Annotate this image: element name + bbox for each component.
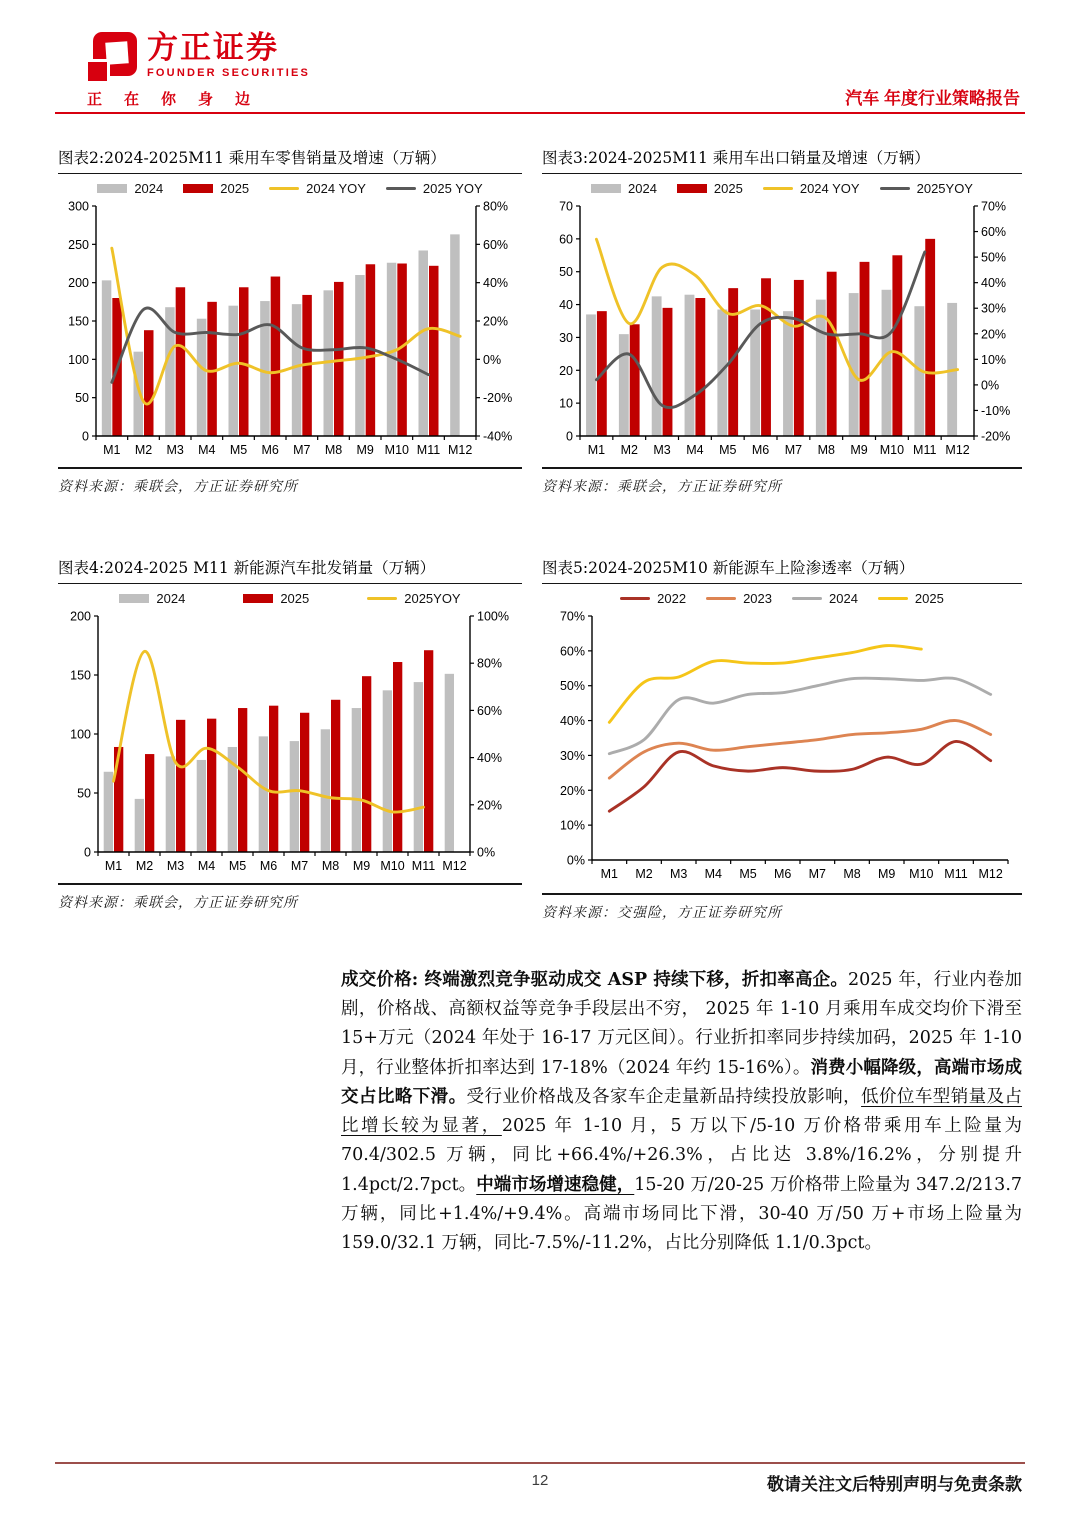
svg-text:M8: M8 (324, 443, 343, 457)
figure-title: 图表4:2024-2025 M11 新能源汽车批发销量（万辆） (58, 556, 522, 584)
svg-text:10%: 10% (981, 352, 1007, 367)
legend-label: 2024 (134, 181, 164, 196)
svg-text:10: 10 (559, 396, 573, 411)
legend-label: 2022 (657, 591, 687, 606)
legend-label: 2025 (280, 591, 310, 606)
figure-source: 资料来源：乘联会，方正证券研究所 (58, 895, 298, 911)
svg-text:M5: M5 (228, 859, 247, 873)
bar-swatch-icon (591, 184, 621, 193)
line-swatch-icon (269, 187, 299, 190)
legend-item (386, 181, 483, 196)
legend-label: 2025 (713, 181, 743, 196)
figure-title: 图表5:2024-2025M10 新能源车上险渗透率（万辆） (542, 556, 1022, 584)
figure-legend (542, 591, 1022, 606)
svg-text:0: 0 (566, 429, 573, 444)
svg-text:M12: M12 (442, 859, 467, 873)
svg-text:M7: M7 (808, 867, 827, 881)
figure-5-block (542, 556, 1022, 922)
svg-text:M10: M10 (380, 859, 405, 873)
legend-label: 2024 (156, 591, 186, 606)
figure-source: 资料来源：乘联会，方正证券研究所 (58, 479, 298, 495)
svg-text:M3: M3 (653, 443, 671, 457)
legend-item (243, 591, 309, 606)
svg-text:20%: 20% (483, 314, 509, 329)
logo-name-en: FOUNDER SECURITIES (147, 67, 311, 79)
svg-text:M9: M9 (850, 443, 868, 457)
svg-text:30: 30 (559, 330, 573, 345)
svg-text:M2: M2 (135, 859, 154, 873)
svg-text:60%: 60% (981, 225, 1007, 240)
svg-text:-20%: -20% (483, 391, 513, 406)
line-swatch-icon (792, 597, 822, 600)
svg-text:10%: 10% (559, 818, 585, 833)
svg-text:M9: M9 (877, 867, 896, 881)
bar-swatch-icon (243, 594, 273, 603)
svg-text:50: 50 (559, 265, 573, 280)
svg-text:M8: M8 (843, 867, 861, 881)
legend-item (183, 181, 249, 196)
svg-text:60%: 60% (483, 237, 509, 252)
svg-text:0%: 0% (981, 378, 1000, 393)
svg-text:20%: 20% (477, 798, 503, 813)
figure-4-block (58, 556, 522, 912)
svg-text:100: 100 (70, 727, 91, 742)
svg-text:60%: 60% (477, 703, 503, 718)
svg-text:M2: M2 (635, 867, 653, 881)
svg-text:M10: M10 (909, 867, 934, 881)
bar-swatch-icon (677, 184, 707, 193)
svg-text:60%: 60% (559, 644, 585, 659)
legend-label: 2025 (914, 591, 944, 606)
header-divider (55, 112, 1025, 114)
svg-text:100%: 100% (477, 609, 509, 624)
legend-item (97, 181, 163, 196)
svg-text:M10: M10 (384, 443, 409, 457)
legend-label: 2024 YOY (306, 181, 366, 196)
svg-text:M2: M2 (620, 443, 638, 457)
svg-text:M3: M3 (166, 859, 185, 873)
svg-text:M4: M4 (198, 443, 216, 457)
svg-text:0%: 0% (483, 352, 502, 367)
svg-text:50: 50 (75, 391, 89, 406)
body-paragraph (341, 966, 1022, 1258)
legend-item (367, 591, 460, 606)
svg-text:M11: M11 (411, 859, 436, 873)
line-swatch-icon (620, 597, 650, 600)
svg-text:M7: M7 (290, 859, 309, 873)
body-text-segment: 成交价格: 终端激烈竞争驱动成交 ASP 持续下移，折扣率高企。 (341, 970, 849, 990)
svg-text:M9: M9 (352, 859, 371, 873)
svg-text:M5: M5 (229, 443, 248, 457)
svg-text:20%: 20% (981, 327, 1007, 342)
bar-swatch-icon (97, 184, 127, 193)
svg-text:-20%: -20% (981, 429, 1011, 444)
svg-text:M8: M8 (817, 443, 835, 457)
svg-text:M4: M4 (197, 859, 216, 873)
svg-text:M6: M6 (261, 443, 279, 457)
svg-text:M6: M6 (259, 859, 278, 873)
svg-text:0%: 0% (566, 853, 585, 868)
figure-source: 资料来源：乘联会，方正证券研究所 (542, 479, 782, 495)
figure-title: 图表2:2024-2025M11 乘用车零售销量及增速（万辆） (58, 146, 522, 174)
legend-item (880, 181, 973, 196)
line-swatch-icon (880, 187, 910, 190)
bar-swatch-icon (119, 594, 149, 603)
svg-text:M7: M7 (293, 443, 311, 457)
svg-text:30%: 30% (981, 301, 1007, 316)
footer-divider (55, 1462, 1025, 1464)
body-text-segment: 低价位车型销量及占比增长较为显著， (341, 1086, 1023, 1137)
page-number: 12 (531, 1472, 549, 1489)
figure-title: 图表3:2024-2025M11 乘用车出口销量及增速（万辆） (542, 146, 1022, 174)
svg-text:40%: 40% (981, 276, 1007, 291)
legend-item (706, 591, 772, 606)
svg-text:M7: M7 (784, 443, 803, 457)
svg-text:50%: 50% (559, 679, 585, 694)
svg-text:-40%: -40% (483, 429, 513, 444)
svg-text:70%: 70% (981, 199, 1007, 214)
chart-canvas (58, 608, 522, 876)
svg-text:50%: 50% (981, 250, 1007, 265)
footer-disclaimer: 敬请关注文后特别声明与免责条款 (767, 1475, 1022, 1494)
svg-text:-10%: -10% (981, 403, 1011, 418)
body-text-segment: 2025 年，行业内卷加剧，价格战、高额权益等竞争手段层出不穷， 2025 年 1-10 月乘用车成交均价下滑至 15+万元（2024 年处于 16-17 万元区间）。行业折扣率同步持续加码，2025 年 1-10 月，行业整体折扣率达到 17-18%（2024 年约 15-16%）。 (341, 970, 1022, 1078)
figure-legend (58, 591, 522, 606)
svg-text:20: 20 (559, 363, 573, 378)
svg-text:M2: M2 (134, 443, 153, 457)
line-swatch-icon (763, 187, 793, 190)
svg-text:M8: M8 (321, 859, 340, 873)
body-text-segment: 中端市场增速稳健， (476, 1174, 635, 1195)
svg-text:100: 100 (68, 352, 89, 367)
svg-text:M5: M5 (719, 443, 737, 457)
legend-label: 2023 (743, 591, 772, 606)
svg-text:M1: M1 (600, 867, 619, 881)
svg-text:40%: 40% (483, 276, 509, 291)
svg-text:M4: M4 (686, 443, 704, 457)
logo-name-cn: 方正证券 (147, 30, 279, 65)
legend-item (878, 591, 944, 606)
svg-text:M3: M3 (669, 867, 688, 881)
body-text-segment: 受行业价格战及各家车企走量新品持续投放影响， (466, 1086, 862, 1107)
legend-item (677, 181, 743, 196)
svg-text:M1: M1 (104, 859, 123, 873)
figure-source: 资料来源：交强险，方正证券研究所 (542, 905, 782, 921)
svg-text:150: 150 (68, 314, 89, 329)
bar-swatch-icon (183, 184, 213, 193)
chart-canvas (542, 608, 1022, 886)
svg-text:80%: 80% (477, 656, 503, 671)
svg-text:M6: M6 (751, 443, 770, 457)
svg-text:M11: M11 (913, 443, 937, 457)
legend-item (792, 591, 858, 606)
svg-text:M1: M1 (103, 443, 121, 457)
svg-text:M3: M3 (166, 443, 184, 457)
svg-text:30%: 30% (559, 748, 585, 763)
svg-text:M12: M12 (945, 443, 970, 457)
body-text-segment: 15-20 万/20-25 万价格带上险量为 347.2/213.7 万辆，同比+1.4%/+9.4%。高端市场同比下滑，30-40 万/50 万+市场上险量为 159.0/32.1 万辆，同比-7.5%/-11.2%，占比分别降低 1.1/0.3pct。 (341, 1174, 1023, 1253)
svg-text:40%: 40% (477, 751, 503, 766)
legend-label: 2024 (628, 181, 657, 196)
line-swatch-icon (706, 597, 736, 600)
figure-3-block (542, 146, 1022, 496)
legend-item (620, 591, 686, 606)
svg-text:200: 200 (68, 276, 89, 291)
legend-item (591, 181, 657, 196)
svg-text:0: 0 (82, 429, 89, 444)
legend-item (763, 181, 860, 196)
body-text-segment: 消费小幅降级，高端市场成交占比略下滑。 (341, 1057, 1022, 1107)
legend-item (269, 181, 366, 196)
svg-text:70: 70 (559, 199, 573, 214)
svg-text:60: 60 (559, 232, 573, 247)
legend-label: 2025YOY (916, 181, 973, 196)
logo-cube-icon (85, 32, 137, 84)
svg-text:M12: M12 (448, 443, 473, 457)
svg-text:M12: M12 (978, 867, 1003, 881)
svg-text:M11: M11 (944, 867, 968, 881)
svg-text:M10: M10 (879, 443, 905, 457)
legend-label: 2024 (829, 591, 858, 606)
line-swatch-icon (386, 187, 416, 190)
svg-text:M11: M11 (416, 443, 441, 457)
svg-text:50: 50 (77, 786, 91, 801)
logo-tagline: 正在你身边 (87, 91, 273, 108)
svg-text:M1: M1 (587, 443, 606, 457)
figure-legend (58, 181, 522, 196)
svg-text:M4: M4 (704, 867, 723, 881)
line-swatch-icon (367, 597, 397, 600)
svg-text:0: 0 (84, 845, 91, 860)
report-category-label: 汽车 年度行业策略报告 (845, 89, 1020, 108)
figure-legend (542, 181, 1022, 196)
chart-canvas (542, 198, 1022, 460)
legend-label: 2025YOY (404, 591, 461, 606)
line-swatch-icon (878, 597, 908, 600)
chart-canvas (58, 198, 522, 460)
svg-text:70%: 70% (559, 609, 585, 624)
svg-text:0%: 0% (477, 845, 496, 860)
svg-text:20%: 20% (559, 783, 585, 798)
figure-2-block (58, 146, 522, 496)
svg-text:40%: 40% (559, 714, 585, 729)
body-text-segment: 2025 年 1-10 月，5 万以下/5-10 万价格带乘用车上险量为 70.4/302.5 万辆，同比+66.4%/+26.3%，占比达 3.8%/16.2%，分别提升 1.4pct/2.7pct。 (341, 1116, 1022, 1195)
svg-text:150: 150 (70, 668, 91, 683)
svg-text:200: 200 (70, 609, 91, 624)
svg-text:M5: M5 (739, 867, 757, 881)
svg-text:M6: M6 (773, 867, 792, 881)
svg-text:300: 300 (68, 199, 89, 214)
legend-item (119, 591, 185, 606)
legend-label: 2025 (220, 181, 250, 196)
legend-label: 2024 YOY (799, 181, 860, 196)
svg-text:40: 40 (559, 298, 573, 313)
svg-text:M9: M9 (356, 443, 374, 457)
founder-securities-logo (85, 32, 310, 84)
legend-label: 2025 YOY (422, 181, 483, 196)
svg-text:250: 250 (68, 237, 89, 252)
svg-text:80%: 80% (483, 199, 509, 214)
